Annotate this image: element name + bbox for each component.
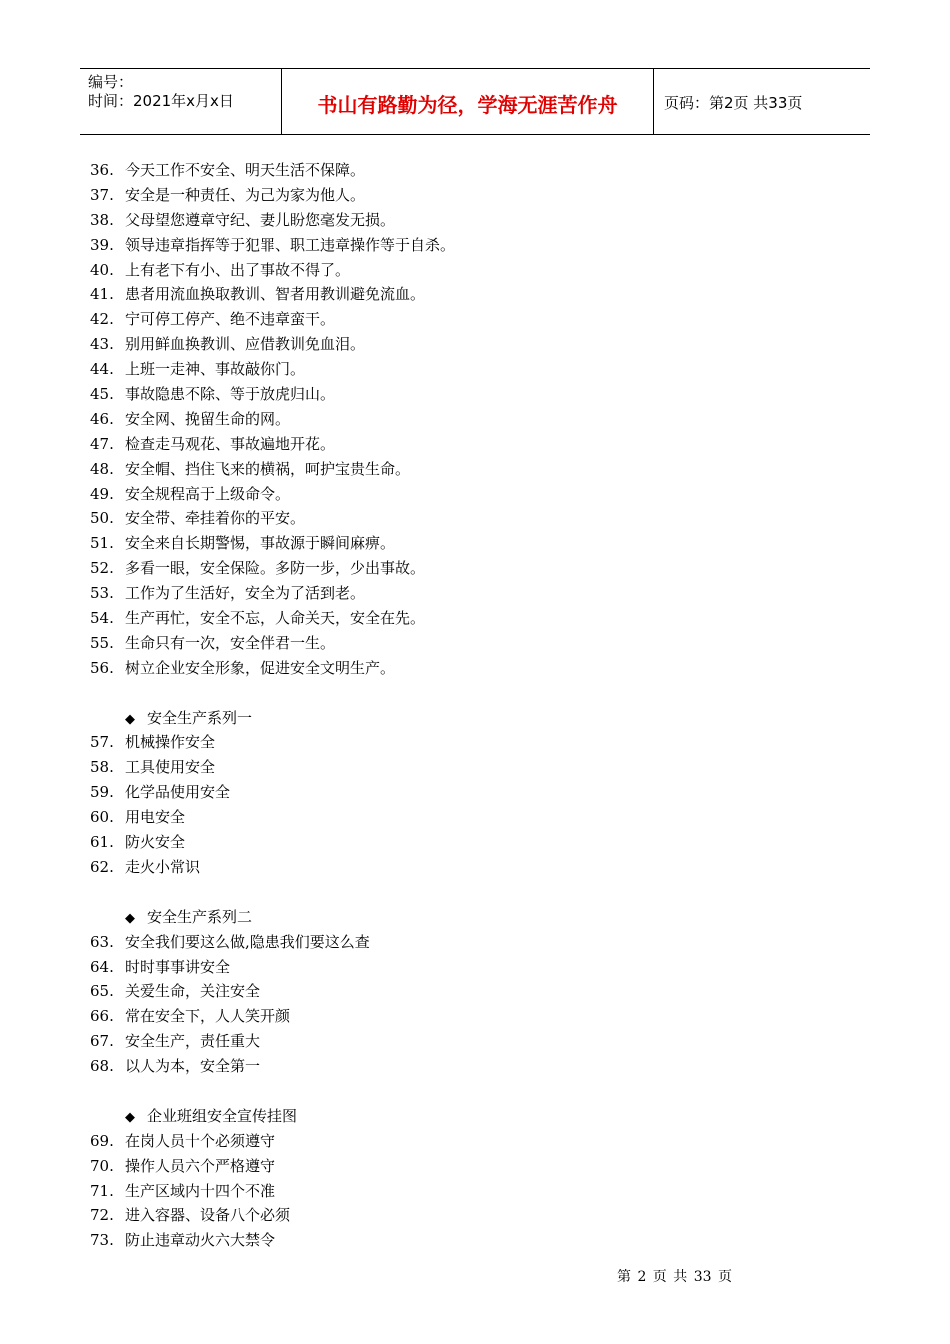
section-heading: ◆ 安全生产系列二 (90, 905, 870, 930)
list-item: 72. 进入容器、设备八个必须 (90, 1206, 291, 1225)
section-safety-series-1 (90, 706, 870, 880)
list-item: 57. 机械操作安全 (90, 733, 216, 752)
list-item: 44. 上班一走神、事故敲你门。 (90, 360, 306, 379)
diamond-bullet-icon: ◆ (125, 910, 135, 926)
list-item: 70. 操作人员六个严格遵守 (90, 1156, 276, 1175)
section-heading: ◆ 企业班组安全宣传挂图 (90, 1104, 870, 1129)
list-item: 68. 以人为本，安全第一 (90, 1057, 261, 1076)
list-item: 55. 生命只有一次，安全伴君一生。 (90, 633, 336, 652)
list-item: 41. 患者用流血换取教训、智者用教训避免流血。 (90, 285, 426, 304)
list-item: 64. 时时事事讲安全 (90, 957, 231, 976)
list-item: 36. 今天工作不安全、明天生活不保障。 (90, 161, 366, 179)
list-item: 45. 事故隐患不除、等于放虎归山。 (90, 385, 336, 404)
list-item: 59. 化学品使用安全 (90, 783, 231, 802)
spacer (90, 880, 870, 905)
list-item: 51. 安全来自长期警惕，事故源于瞬间麻痹。 (90, 534, 396, 553)
list-item: 66. 常在安全下，人人笑开颜 (90, 1007, 291, 1026)
section-safety-series-2 (90, 905, 870, 1079)
list-item: 73. 防止违章动火六大禁令 (90, 1231, 276, 1250)
list-item: 42. 宁可停工停产、绝不违章蛮干。 (90, 310, 336, 329)
list-item: 48. 安全帽、挡住飞来的横祸，呵护宝贵生命。 (90, 459, 411, 478)
list-item: 40. 上有老下有小、出了事故不得了。 (90, 260, 351, 279)
header-motto: 书山有路勤为径，学海无涯苦作舟 (282, 69, 654, 134)
list-item: 50. 安全带、牵挂着你的平安。 (90, 509, 306, 528)
list-item: 53. 工作为了生活好，安全为了活到老。 (90, 584, 366, 603)
page-header (80, 68, 870, 135)
list-item: 38. 父母望您遵章守纪、妻儿盼您毫发无损。 (90, 210, 396, 229)
diamond-bullet-icon: ◆ (125, 711, 135, 727)
list-item: 47. 检查走马观花、事故遍地开花。 (90, 434, 336, 453)
list-item: 56. 树立企业安全形象，促进安全文明生产。 (90, 658, 396, 677)
list-item: 60. 用电安全 (90, 808, 186, 827)
document-number-label: 编号： (88, 73, 134, 91)
list-item: 65. 关爱生命，关注安全 (90, 982, 261, 1001)
list-item: 69. 在岗人员十个必须遵守 (90, 1131, 276, 1150)
page-footer: 第 2 页 共 33 页 (617, 1269, 732, 1285)
list-item: 61. 防火安全 (90, 833, 186, 852)
list-item: 71. 生产区域内十四个不准 (90, 1181, 276, 1200)
list-item: 49. 安全规程高于上级命令。 (90, 484, 291, 503)
spacer (90, 1079, 870, 1104)
list-item: 39. 领导违章指挥等于犯罪、职工违章操作等于自杀。 (90, 235, 456, 254)
list-item: 52. 多看一眼，安全保险。多防一步，少出事故。 (90, 559, 426, 578)
section-heading: ◆ 安全生产系列一 (90, 706, 870, 731)
list-item: 46. 安全网、挽留生命的网。 (90, 409, 291, 428)
document-date: 时间：2021年x月x日 (88, 92, 234, 110)
slogan-list (90, 158, 870, 681)
list-item: 67. 安全生产，责任重大 (90, 1032, 261, 1051)
header-page-info: 页码：第2页 共33页 (664, 94, 803, 112)
list-item: 63. 安全我们要这么做,隐患我们要这么查 (90, 932, 370, 951)
document-body (90, 158, 870, 1253)
list-item: 62. 走火小常识 (90, 857, 201, 876)
list-item: 37. 安全是一种责任、为己为家为他人。 (90, 185, 366, 204)
list-item: 43. 别用鲜血换教训、应借教训免血泪。 (90, 335, 366, 354)
diamond-bullet-icon: ◆ (125, 1109, 135, 1125)
header-meta (80, 69, 282, 134)
list-item: 58. 工具使用安全 (90, 758, 216, 777)
spacer (90, 681, 870, 706)
section-team-safety-posters (90, 1104, 870, 1253)
list-item: 54. 生产再忙，安全不忘，人命关天，安全在先。 (90, 609, 426, 628)
